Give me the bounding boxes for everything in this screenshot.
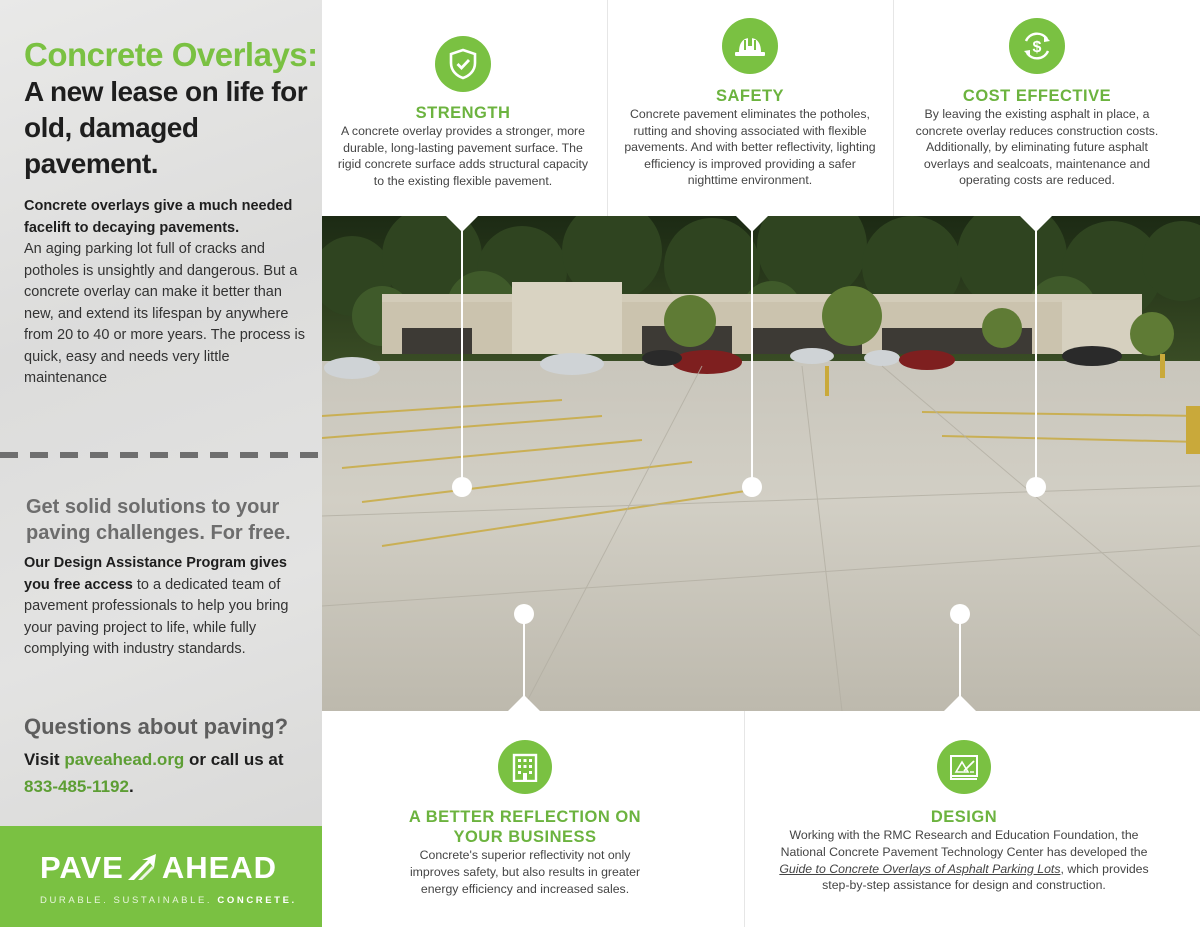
feature-title: COST EFFECTIVE — [962, 87, 1112, 105]
program-text: to a dedicated team of pavement professionals to help you bring your paving project to life, while fully complying with industry standards. — [24, 576, 289, 657]
program-paragraph — [24, 553, 314, 661]
logo-word-pave: PAVE — [40, 850, 124, 885]
column-divider — [744, 711, 745, 927]
feature-cost-effective — [908, 0, 1166, 216]
brand-footer — [0, 826, 322, 927]
visit-end: . — [128, 777, 134, 796]
dollar-cycle-icon — [1009, 18, 1065, 74]
feature-better-reflection — [405, 711, 645, 927]
hard-hat-icon — [722, 18, 778, 74]
feature-title: SAFETY — [715, 87, 785, 105]
visit-middle: or call us at — [184, 750, 284, 769]
sidebar — [0, 0, 322, 927]
program-lead: Our Design Assistance Program gives you free access — [24, 555, 287, 593]
headline: Concrete Overlays: — [24, 36, 318, 73]
tagline-bold: CONCRETE. — [217, 895, 297, 906]
feature-body: A concrete overlay provides a stronger, more durable, long-lasting pavement surface. The rigid concrete surface adds structural capacity to the existing flexible pavement. — [337, 124, 589, 188]
building-icon — [498, 740, 552, 794]
website-link[interactable]: paveahead.org — [64, 750, 185, 769]
blueprint-icon — [937, 740, 991, 794]
feature-title: A BETTER REFLECTION ON YOUR BUSINESS — [408, 808, 642, 846]
logo-word-ahead: AHEAD — [161, 850, 278, 885]
visit-prefix: Visit — [24, 750, 65, 769]
feature-title: STRENGTH — [415, 104, 511, 122]
column-divider — [893, 0, 894, 216]
intro-paragraph — [24, 196, 314, 390]
design-body-pre: Working with the RMC Research and Education Foundation, the National Concrete Pavement Technology Center has developed the — [780, 828, 1148, 859]
brand-tagline — [40, 895, 297, 906]
feature-title: DESIGN — [930, 808, 998, 826]
phone-link[interactable]: 833-485-1192 — [24, 777, 129, 796]
tagline-text: DURABLE. SUSTAINABLE. — [40, 895, 218, 906]
svg-text:$: $ — [1032, 39, 1042, 56]
column-divider — [607, 0, 608, 216]
feature-body: Concrete pavement eliminates the potholes, rutting and shoving associated with flexible pavements. And with better reflectivity, lighting efficiency is improved providing a safer nighttime environment. — [624, 107, 876, 188]
feature-safety — [622, 0, 878, 216]
solutions-heading: Get solid solutions to your paving challenges. For free. — [26, 496, 291, 544]
subheadline: A new lease on life for old, damaged pavement. — [24, 76, 308, 179]
intro-lead: Concrete overlays give a much needed facelift to decaying pavements. — [24, 198, 293, 236]
shield-check-icon — [435, 36, 491, 92]
feature-body: Concrete's superior reflectivity not only improves safety, but also results in greater energy efficiency and increased sales. — [409, 848, 641, 896]
questions-heading: Questions about paving? — [24, 714, 289, 739]
parking-lot-photo — [322, 216, 1200, 711]
design-body-post: , which provides step-by-step assistance for design and construction. — [822, 861, 1149, 893]
feature-body — [778, 827, 1150, 894]
contact-line — [24, 746, 314, 800]
road-arrow-icon — [126, 854, 160, 882]
guide-link[interactable]: Guide to Concrete Overlays of Asphalt Parking Lots — [779, 861, 1061, 876]
feature-design — [778, 711, 1150, 927]
intro-text: An aging parking lot full of cracks and potholes is unsightly and dangerous. But a concrete overlay can make it better than new, and extend its lifespan by anywhere from 20 to 40 or more years. The process is quick, easy and needs very little maintenance — [24, 241, 305, 386]
paveahead-logo — [40, 848, 277, 888]
feature-strength — [332, 0, 594, 216]
dashed-divider — [0, 452, 322, 458]
feature-body: By leaving the existing asphalt in place, a concrete overlay reduces construction costs. Additionally, by eliminating future asphalt overlays and sealcoats, maintenance and operating costs are reduced. — [915, 107, 1159, 188]
